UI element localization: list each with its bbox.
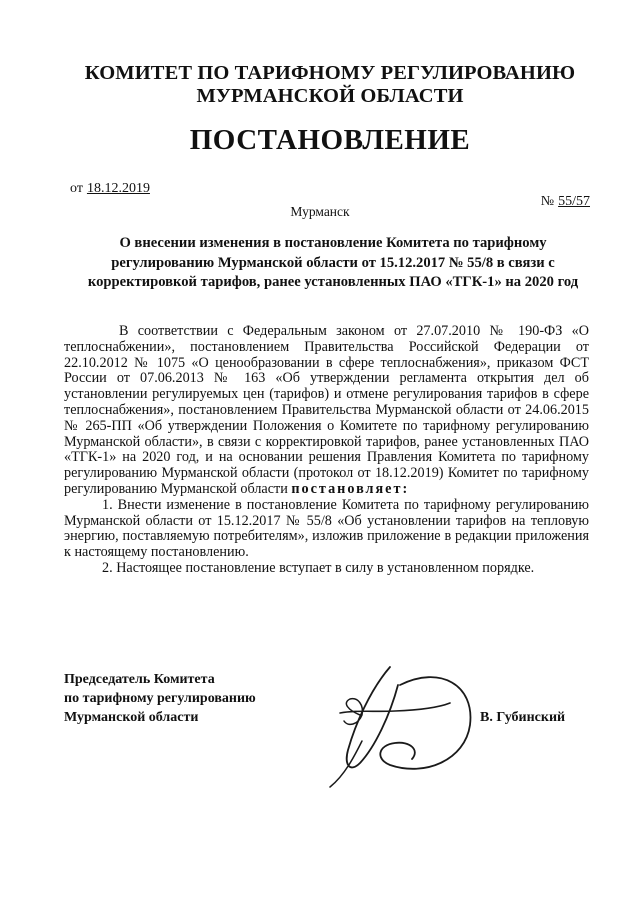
signatory-title-line-3: Мурманской области	[64, 710, 199, 725]
document-city: Мурманск	[290, 204, 350, 219]
date-prefix: от	[70, 181, 83, 196]
resolution-item-2: 2. Настоящее постановление вступает в силу в установленном порядке.	[102, 559, 535, 576]
subject-line-3: корректировкой тарифов, ранее установленных ПАО «ТГК-1» на 2020 год	[87, 274, 579, 290]
signatory-title-line-2: по тарифному регулированию	[64, 691, 256, 706]
number-value: 55/57	[558, 194, 590, 209]
signatory-title	[64, 670, 256, 727]
issuing-authority	[60, 62, 600, 108]
date-value: 18.12.2019	[86, 181, 150, 196]
signatory-name: В. Губинский	[480, 710, 566, 725]
handwritten-signature	[300, 655, 480, 790]
preamble-text: В соответствии с Федеральным законом от 27.07.2010 № 190-ФЗ «О теплоснабжении», постановлением Правительства Российской Федерации от 22.10.2012 № 1075 «О ценообразовании в сфере теплоснабжения», приказом ФСТ России от 07.06.2013 № 163 «Об утверждении регламента открытия дел об установлении регулируемых цен (тарифов) и отмене регулирования тарифов в сфере теплоснабжения», постановлением Правительства Мурманской области от 24.06.2015 № 265-ПП «Об утверждении Положения о Комитете по тарифному регулированию Мурманской области», в связи с корректировкой тарифов, ранее установленных ПАО «ТГК-1» на 2020 год, и на основании решения Правления Комитета по тарифному регулированию Мурманской области (протокол от 18.12.2019) Комитет по тарифному регулированию Мурманской области	[64, 323, 589, 497]
resolves-word: постановляет:	[291, 480, 410, 497]
subject-line-2: регулированию Мурманской области от 15.12.2017 № 55/8 в связи с	[111, 254, 555, 271]
subject-line-1: О внесении изменения в постановление Комитета по тарифному	[119, 235, 547, 251]
signatory-title-line-1: Председатель Комитета	[64, 672, 215, 687]
document-type: ПОСТАНОВЛЕНИЕ	[189, 124, 471, 156]
document-subject	[66, 234, 600, 293]
document-date	[70, 181, 150, 197]
org-line-1: КОМИТЕТ ПО ТАРИФНОМУ РЕГУЛИРОВАНИЮ	[84, 62, 576, 84]
document-body	[64, 324, 589, 577]
number-prefix: №	[540, 194, 555, 209]
resolution-item-1: 1. Внести изменение в постановление Комитета по тарифному регулированию Мурманской области от 15.12.2017 № 55/8 «Об установлении тарифов на тепловую энергию, поставляемую потребителям», изложив приложение в редакции приложения к настоящему постановлению.	[64, 496, 589, 561]
preamble-paragraph	[64, 324, 589, 498]
org-line-2: МУРМАНСКОЙ ОБЛАСТИ	[196, 85, 464, 107]
